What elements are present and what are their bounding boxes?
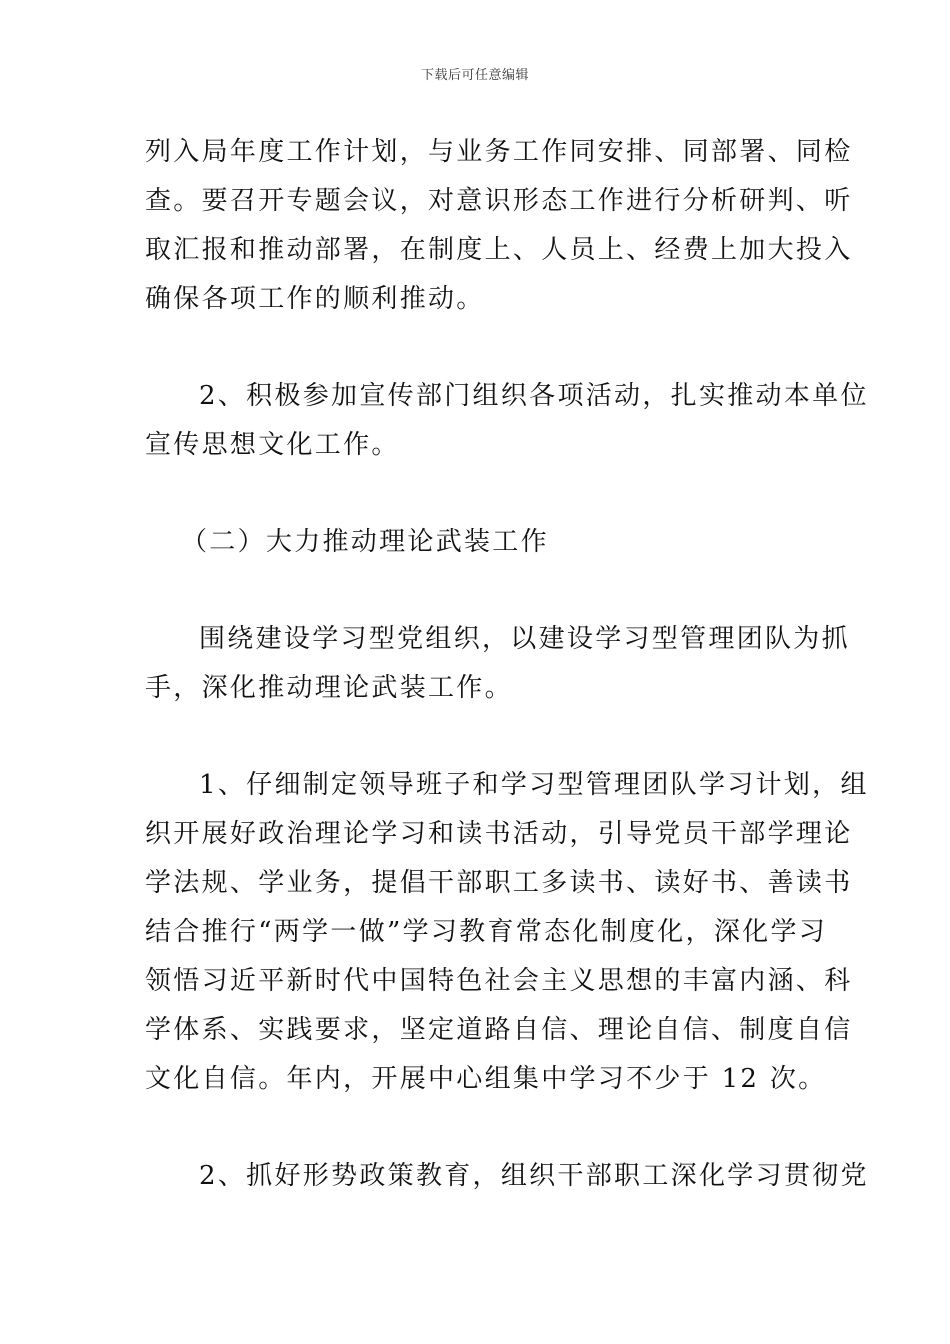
paragraph-gap xyxy=(145,713,810,761)
document-body xyxy=(145,128,869,1201)
text-line: 文化自信。年内，开展中心组集中学习不少于 12 次。 xyxy=(145,1064,827,1094)
paragraph-planning xyxy=(145,128,853,324)
text-line: 2、积极参加宣传部门组织各项活动，扎实推动本单位 xyxy=(199,381,869,411)
text-line: 2、抓好形势政策教育，组织干部职工深化学习贯彻党 xyxy=(199,1161,869,1191)
section-heading xyxy=(181,518,810,567)
text-line: 结合推行“两学一做”学习教育常态化制度化，深化学习 xyxy=(145,917,828,947)
paragraph-intro xyxy=(145,615,850,713)
text-line: 织开展好政治理论学习和读书活动，引导党员干部学理论 xyxy=(145,819,853,849)
text-line: 手，深化推动理论武装工作。 xyxy=(145,673,513,703)
text-line: 学体系、实践要求，坚定道路自信、理论自信、制度自信 xyxy=(145,1015,853,1045)
text-line: 宣传思想文化工作。 xyxy=(145,430,400,460)
text-line: 学法规、学业务，提倡干部职工多读书、读好书、善读书 xyxy=(145,868,853,898)
paragraph-item-2-policy xyxy=(145,1152,869,1201)
text-line: 围绕建设学习型党组织，以建设学习型管理团队为抓 xyxy=(199,624,850,654)
paragraph-gap xyxy=(145,324,810,372)
paragraph-gap xyxy=(145,1104,810,1152)
text-line: 领悟习近平新时代中国特色社会主义思想的丰富内涵、科 xyxy=(145,966,853,996)
text-line: 列入局年度工作计划，与业务工作同安排、同部署、同检 xyxy=(145,137,853,167)
paragraph-item-2-activities xyxy=(145,372,869,470)
paragraph-gap xyxy=(145,567,810,615)
paragraph-gap xyxy=(145,470,810,518)
text-line: （二）大力推动理论武装工作 xyxy=(181,527,549,557)
text-line: 1、仔细制定领导班子和学习型管理团队学习计划，组 xyxy=(199,770,869,800)
text-line: 取汇报和推动部署，在制度上、人员上、经费上加大投入 xyxy=(145,235,853,265)
text-line: 确保各项工作的顺利推动。 xyxy=(145,284,485,314)
text-line: 查。要召开专题会议，对意识形态工作进行分析研判、听 xyxy=(145,186,853,216)
paragraph-item-1-study-plan xyxy=(145,761,869,1104)
page-header-note: 下载后可任意编辑 xyxy=(420,68,529,83)
